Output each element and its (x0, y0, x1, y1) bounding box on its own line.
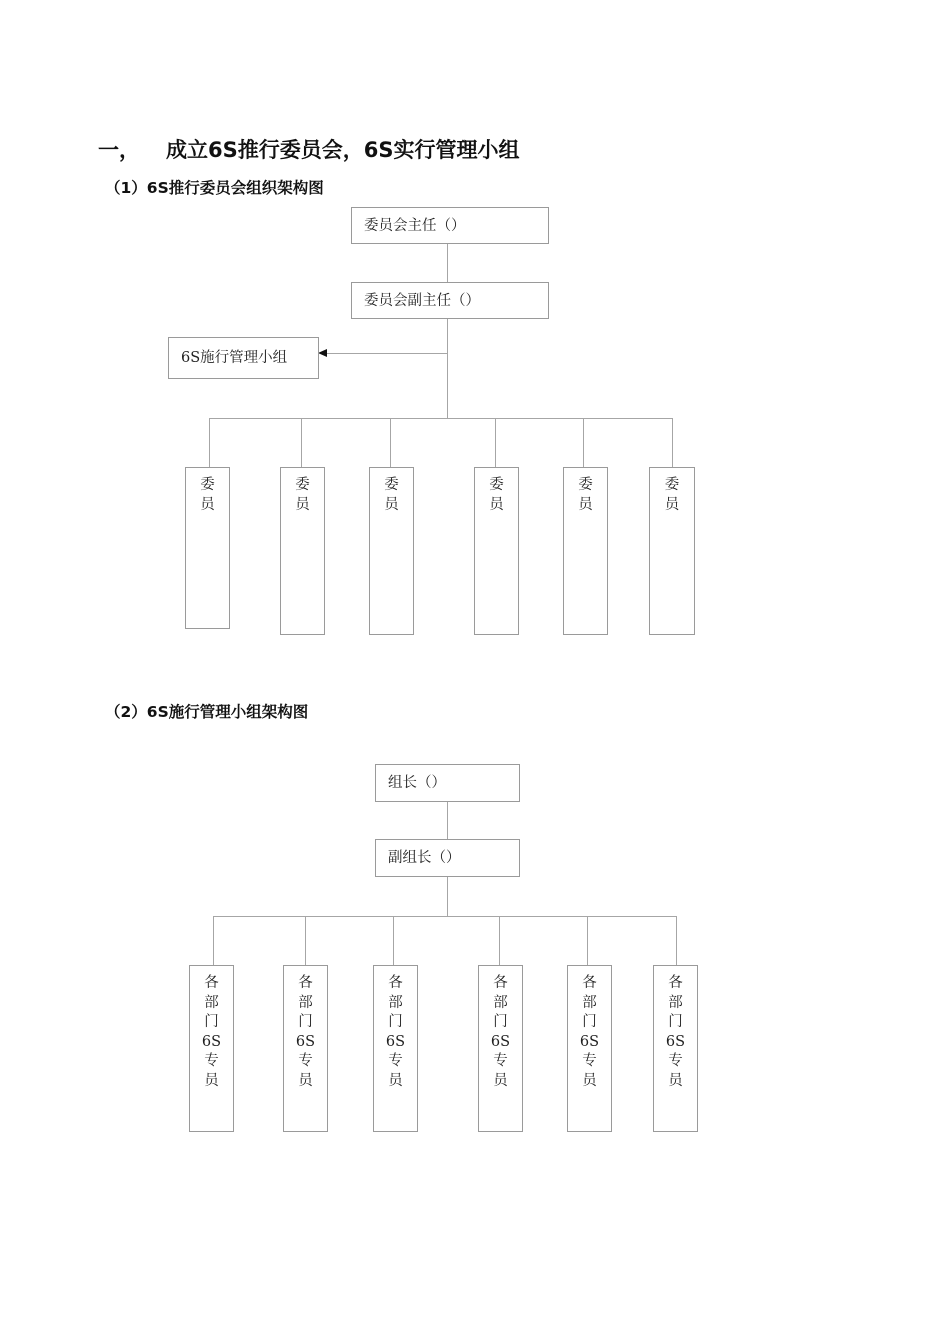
connector-line (393, 916, 394, 965)
member-char: 员 (578, 496, 593, 513)
specialist-char: 6S (579, 1033, 600, 1050)
section-title: 成立6S推行委员会，6S实行管理小组 (166, 138, 520, 162)
management-team-box: 6S施行管理小组 (168, 337, 319, 379)
connector-line (209, 418, 210, 467)
member-char: 委 (295, 477, 310, 493)
specialist-char: 6S (385, 1033, 406, 1050)
connector-line (213, 916, 677, 917)
specialist-char: 门 (668, 1014, 683, 1030)
specialist-char: 各 (298, 975, 313, 991)
specialist-char: 6S (201, 1033, 222, 1050)
connector-line (390, 418, 391, 467)
committee-member-box (185, 467, 230, 629)
specialist-char: 6S (490, 1033, 511, 1050)
specialist-char: 部 (582, 994, 597, 1011)
specialist-char: 部 (493, 994, 508, 1011)
specialist-char: 门 (298, 1014, 313, 1030)
department-specialist-box (283, 965, 328, 1132)
committee-member-box (280, 467, 325, 635)
specialist-char: 专 (668, 1053, 683, 1069)
specialist-char: 门 (582, 1014, 597, 1030)
specialist-char: 门 (388, 1014, 403, 1030)
committee-vice-chair-box: 委员会副主任（） (351, 282, 549, 319)
specialist-char: 员 (668, 1072, 683, 1089)
connector-line (447, 244, 448, 282)
connector-line (305, 916, 306, 965)
section-heading (98, 134, 519, 164)
arrow-left-icon (318, 349, 327, 357)
connector-line (209, 418, 673, 419)
member-char: 委 (384, 477, 399, 493)
department-specialist-box (653, 965, 698, 1132)
team-leader-box: 组长（） (375, 764, 520, 802)
member-char: 委 (578, 477, 593, 493)
member-char: 员 (664, 496, 680, 513)
specialist-char: 员 (493, 1072, 508, 1089)
specialist-char: 部 (298, 994, 313, 1011)
connector-line (499, 916, 500, 965)
team-vice-leader-box: 副组长（） (375, 839, 520, 877)
specialist-char: 员 (582, 1072, 597, 1089)
specialist-char: 6S (295, 1033, 316, 1050)
chart2-title: （2）6S施行管理小组架构图 (105, 703, 309, 721)
department-specialist-box (189, 965, 234, 1132)
member-char: 员 (295, 496, 310, 513)
connector-line (301, 418, 302, 467)
specialist-char: 专 (493, 1053, 508, 1069)
specialist-char: 员 (298, 1072, 313, 1089)
connector-line (447, 877, 448, 916)
connector-line (213, 916, 214, 965)
specialist-char: 部 (388, 994, 403, 1011)
committee-chair-box: 委员会主任（） (351, 207, 549, 244)
specialist-char: 部 (668, 994, 683, 1011)
committee-member-box (474, 467, 519, 635)
committee-member-box (563, 467, 608, 635)
member-char: 委 (489, 477, 504, 493)
member-char: 员 (200, 496, 215, 513)
connector-line (447, 319, 448, 418)
department-specialist-box (567, 965, 612, 1132)
member-char: 委 (200, 477, 215, 493)
specialist-char: 员 (204, 1072, 219, 1089)
connector-line (672, 418, 673, 467)
connector-line (327, 353, 447, 354)
specialist-char: 专 (204, 1053, 219, 1069)
specialist-char: 专 (388, 1053, 403, 1069)
specialist-char: 6S (665, 1033, 686, 1050)
specialist-char: 门 (493, 1014, 508, 1030)
committee-member-box (369, 467, 414, 635)
specialist-char: 各 (388, 975, 403, 991)
member-char: 员 (489, 496, 504, 513)
connector-line (676, 916, 677, 965)
specialist-char: 各 (204, 975, 219, 991)
specialist-char: 专 (582, 1053, 597, 1069)
specialist-char: 部 (204, 994, 219, 1011)
specialist-char: 员 (388, 1072, 403, 1089)
section-number: 一， (98, 138, 140, 162)
specialist-char: 各 (582, 975, 597, 991)
specialist-char: 各 (493, 975, 508, 991)
member-char: 委 (664, 477, 680, 493)
specialist-char: 门 (204, 1014, 219, 1030)
connector-line (447, 802, 448, 839)
specialist-char: 专 (298, 1053, 313, 1069)
connector-line (495, 418, 496, 467)
department-specialist-box (478, 965, 523, 1132)
member-char: 员 (384, 496, 399, 513)
committee-member-box (649, 467, 695, 635)
chart1-title: （1）6S推行委员会组织架构图 (105, 179, 324, 197)
connector-line (583, 418, 584, 467)
connector-line (587, 916, 588, 965)
specialist-char: 各 (668, 975, 683, 991)
department-specialist-box (373, 965, 418, 1132)
